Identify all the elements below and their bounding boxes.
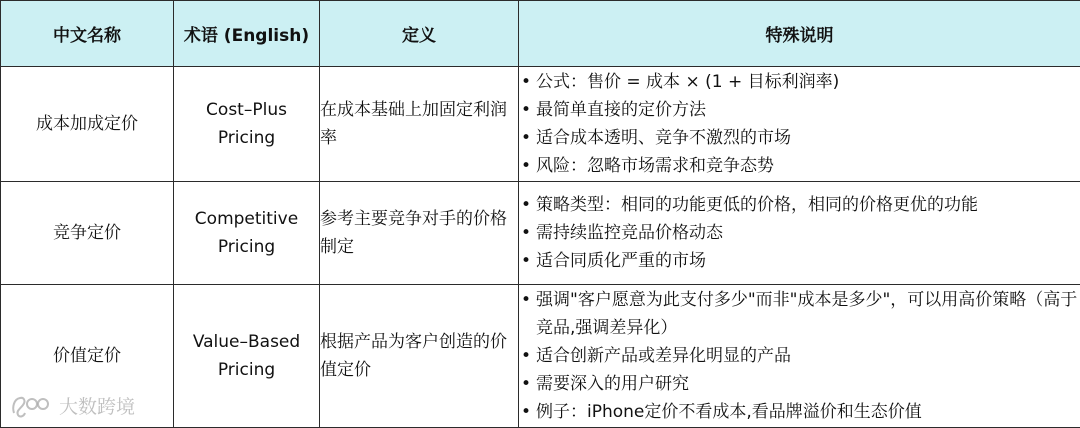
row-chinese-name: 成本加成定价	[1, 67, 174, 182]
notes-list	[519, 68, 1080, 180]
notes-list	[519, 286, 1080, 426]
header-chinese-name: 中文名称	[1, 1, 174, 67]
row-notes	[519, 67, 1080, 182]
row-definition: 参考主要竞争对手的价格制定	[320, 182, 519, 285]
watermark-text: 大数跨境	[59, 392, 135, 419]
row-notes	[519, 182, 1080, 285]
note-item: • 适合同质化严重的市场	[519, 247, 1080, 275]
row-definition: 在成本基础上加固定利润率	[320, 67, 519, 182]
header-definition: 定义	[320, 1, 519, 67]
header-special-notes: 特殊说明	[519, 1, 1080, 67]
table-row	[1, 285, 1080, 428]
table-row	[1, 67, 1080, 182]
term-line: Pricing	[218, 237, 275, 257]
table-row	[1, 182, 1080, 285]
note-item: • 风险：忽略市场需求和竞争态势	[519, 152, 1080, 180]
table-header-row	[1, 1, 1080, 67]
term-line: Competitive	[195, 209, 298, 229]
header-english-term: 术语 (English)	[174, 1, 320, 67]
note-item: • 最简单直接的定价方法	[519, 96, 1080, 124]
row-notes	[519, 285, 1080, 428]
row-english-term	[174, 285, 320, 428]
term-line: Cost–Plus	[206, 100, 287, 120]
note-item: • 适合成本透明、竞争不激烈的市场	[519, 124, 1080, 152]
row-english-term	[174, 67, 320, 182]
note-item: • 强调"客户愿意为此支付多少"而非"成本是多少"，可以用高价策略（高于竞品,强调差异化）	[519, 286, 1080, 342]
note-item: • 适合创新产品或差异化明显的产品	[519, 342, 1080, 370]
term-line: Pricing	[218, 128, 275, 148]
note-item: • 需要深入的用户研究	[519, 370, 1080, 398]
term-line: Value–Based	[193, 332, 300, 352]
note-item: • 需持续监控竞品价格动态	[519, 219, 1080, 247]
row-chinese-name: 价值定价	[1, 285, 174, 428]
notes-list	[519, 191, 1080, 275]
term-line: Pricing	[218, 360, 275, 380]
row-chinese-name: 竞争定价	[1, 182, 174, 285]
note-item: • 策略类型：相同的功能更低的价格，相同的价格更优的功能	[519, 191, 1080, 219]
row-english-term	[174, 182, 320, 285]
note-item: • 例子：iPhone定价不看成本,看品牌溢价和生态价值	[519, 398, 1080, 426]
note-item: • 公式：售价 = 成本 × (1 + 目标利润率)	[519, 68, 1080, 96]
row-definition: 根据产品为客户创造的价值定价	[320, 285, 519, 428]
